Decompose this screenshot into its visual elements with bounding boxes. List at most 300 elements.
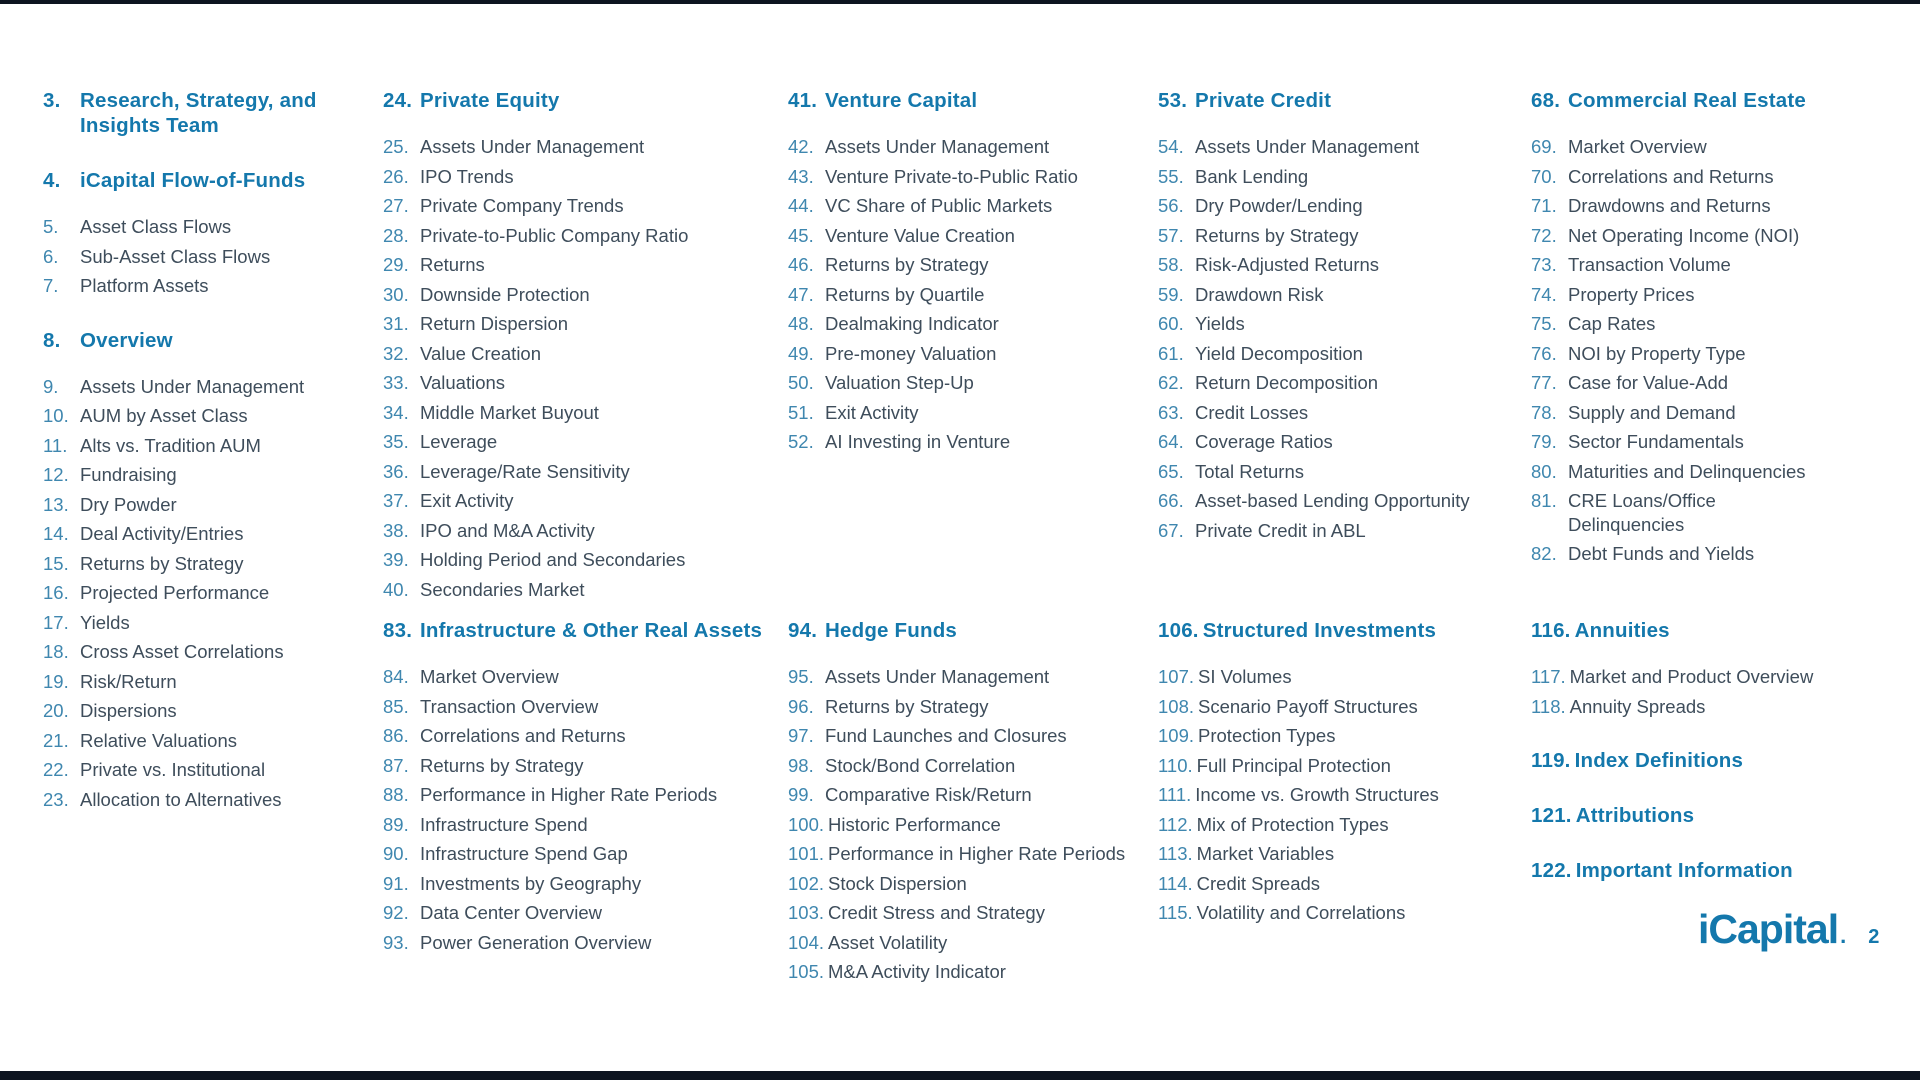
toc-item <box>1531 460 1920 484</box>
toc-item-label: Deal Activity/Entries <box>80 523 244 544</box>
toc-item-label: Income vs. Growth Structures <box>1195 784 1439 805</box>
toc-item <box>383 842 813 866</box>
toc-column-3-row1 <box>788 88 1218 460</box>
toc-item <box>1531 165 1920 189</box>
toc-item-number: 44. <box>788 195 814 216</box>
toc-item-number: 51. <box>788 401 814 423</box>
toc-item <box>1531 224 1920 248</box>
toc-item-number: 61. <box>1158 342 1184 364</box>
toc-item-list <box>383 135 813 601</box>
toc-item-number: 95. <box>788 666 814 687</box>
toc-item-number: 76. <box>1531 342 1557 364</box>
toc-item-number: 42. <box>788 136 814 157</box>
toc-item-number: 82. <box>1531 543 1557 564</box>
toc-item <box>788 312 1218 336</box>
toc-item-label: Valuations <box>420 372 506 393</box>
toc-section-title: Infrastructure & Other Real Assets <box>420 619 763 642</box>
toc-item-label: Assets Under Management <box>420 136 645 157</box>
toc-item-label: Power Generation Overview <box>420 931 652 953</box>
toc-item-number: 99. <box>788 784 814 805</box>
toc-item-label: Sector Fundamentals <box>1568 431 1744 452</box>
toc-item-number: 84. <box>383 666 409 687</box>
toc-item <box>1531 283 1920 307</box>
toc-item-number: 103. <box>788 902 825 923</box>
toc-item-number: 49. <box>788 342 814 364</box>
toc-item-label: Scenario Payoff Structures <box>1198 695 1418 717</box>
toc-item <box>1158 224 1588 248</box>
toc-item-list <box>1531 665 1920 718</box>
toc-item <box>788 754 1218 778</box>
toc-item-number: 104. <box>788 931 825 953</box>
toc-item-label: Holding Period and Secondaries <box>420 549 686 570</box>
toc-item <box>1158 194 1588 218</box>
toc-item <box>788 253 1218 277</box>
toc-item-label: Relative Valuations <box>80 729 237 751</box>
toc-item-list <box>383 665 813 954</box>
toc-item-number: 25. <box>383 136 409 157</box>
toc-item-number: 26. <box>383 165 409 187</box>
toc-item-number: 19. <box>43 670 69 692</box>
toc-item-number: 87. <box>383 754 409 776</box>
toc-section-title: Important Information <box>1575 859 1793 882</box>
toc-item-label: Allocation to Alternatives <box>80 788 282 810</box>
toc-item-label: Property Prices <box>1568 283 1695 305</box>
toc-section-number: 53. <box>1158 89 1188 112</box>
toc-item <box>383 342 813 366</box>
toc-section-header <box>1531 618 1920 643</box>
toc-item-label: Returns by Quartile <box>825 283 985 305</box>
toc-item <box>788 342 1218 366</box>
toc-section-header <box>1158 618 1588 643</box>
toc-item-label: Leverage/Rate Sensitivity <box>420 460 630 482</box>
toc-item-number: 33. <box>383 372 409 393</box>
toc-item-number: 108. <box>1158 695 1195 717</box>
toc-section <box>1158 618 1588 925</box>
toc-column-5-row2 <box>1531 618 1920 883</box>
toc-item-number: 62. <box>1158 372 1184 393</box>
toc-item-number: 17. <box>43 611 69 633</box>
toc-item-number: 73. <box>1531 254 1557 275</box>
toc-item-label: VC Share of Public Markets <box>825 195 1053 216</box>
toc-item-number: 29. <box>383 254 409 275</box>
toc-item-number: 32. <box>383 342 409 364</box>
toc-item <box>1158 783 1588 807</box>
toc-item-number: 89. <box>383 813 409 835</box>
toc-item-number: 37. <box>383 490 409 511</box>
toc-item-number: 101. <box>788 843 825 864</box>
toc-item-number: 81. <box>1531 490 1557 511</box>
toc-item-label: Downside Protection <box>420 283 590 305</box>
toc-item-label: Fundraising <box>80 464 177 485</box>
toc-item-number: 20. <box>43 700 69 721</box>
toc-item-number: 70. <box>1531 165 1557 187</box>
toc-item-number: 40. <box>383 578 409 600</box>
toc-item-number: 48. <box>788 313 814 334</box>
toc-item-label: Assets Under Management <box>80 375 305 397</box>
toc-item-label: Private Credit in ABL <box>1195 519 1366 541</box>
toc-item-number: 105. <box>788 961 825 982</box>
toc-item <box>383 253 813 277</box>
toc-item-label: Dispersions <box>80 700 177 721</box>
toc-item-number: 79. <box>1531 431 1557 452</box>
toc-item-label: Dealmaking Indicator <box>825 313 999 334</box>
toc-item-number: 59. <box>1158 283 1184 305</box>
toc-item <box>1531 695 1920 719</box>
toc-item-number: 27. <box>383 195 409 216</box>
toc-column-5-row1 <box>1531 88 1920 572</box>
toc-item-label: Secondaries Market <box>420 578 585 600</box>
toc-item-list <box>1158 665 1588 925</box>
icapital-logo: iCapital <box>1698 906 1839 952</box>
toc-item <box>1531 135 1920 159</box>
toc-item <box>788 931 1218 955</box>
toc-item-number: 12. <box>43 464 69 485</box>
toc-item-label: Case for Value-Add <box>1568 372 1729 393</box>
toc-section-number: 24. <box>383 89 413 112</box>
toc-item-number: 80. <box>1531 460 1557 482</box>
toc-item-label: Transaction Volume <box>1568 254 1731 275</box>
toc-item <box>1158 519 1588 543</box>
toc-section-title: Venture Capital <box>825 89 978 112</box>
toc-item <box>1531 401 1920 425</box>
toc-item-label: AI Investing in Venture <box>825 431 1011 452</box>
toc-item-label: Valuation Step-Up <box>825 372 974 393</box>
toc-item <box>1158 135 1588 159</box>
toc-item-number: 5. <box>43 216 59 237</box>
toc-item-number: 112. <box>1158 813 1193 835</box>
toc-item-number: 31. <box>383 313 409 334</box>
toc-item-label: Assets Under Management <box>1195 136 1420 157</box>
toc-item-number: 102. <box>788 872 825 894</box>
toc-item <box>788 813 1218 837</box>
toc-item-label: Pre-money Valuation <box>825 342 997 364</box>
toc-section-number: 121. <box>1531 804 1572 827</box>
toc-item-label: Market Overview <box>1568 136 1707 157</box>
toc-item-number: 58. <box>1158 254 1184 275</box>
toc-section <box>1531 748 1920 773</box>
toc-item-label: Bank Lending <box>1195 165 1309 187</box>
toc-item <box>788 901 1218 925</box>
toc-item-number: 50. <box>788 372 814 393</box>
toc-item-number: 10. <box>43 405 69 426</box>
toc-item-number: 113. <box>1158 843 1193 864</box>
toc-item <box>1158 342 1588 366</box>
toc-item <box>383 665 813 689</box>
toc-item-label: Yields <box>80 611 130 633</box>
toc-item-list <box>1531 135 1920 566</box>
toc-item-label: Total Returns <box>1195 460 1304 482</box>
toc-item <box>788 724 1218 748</box>
letterbox-bottom <box>0 1071 1920 1080</box>
toc-item-number: 30. <box>383 283 409 305</box>
toc-item <box>1531 542 1920 566</box>
toc-item <box>383 813 813 837</box>
toc-section-header <box>788 618 1218 643</box>
toc-item-number: 91. <box>383 872 409 894</box>
toc-item-number: 111. <box>1158 784 1192 805</box>
toc-section-title: iCapital Flow-of-Funds <box>80 169 306 192</box>
toc-section-header <box>1531 748 1920 773</box>
toc-item-label: NOI by Property Type <box>1568 342 1746 364</box>
toc-item <box>1531 430 1920 454</box>
toc-item <box>788 283 1218 307</box>
toc-section-number: 83. <box>383 619 413 642</box>
toc-item-number: 78. <box>1531 401 1557 423</box>
toc-item-label: Debt Funds and Yields <box>1568 543 1755 564</box>
toc-item-label: Cap Rates <box>1568 313 1656 334</box>
toc-item-number: 38. <box>383 519 409 541</box>
toc-section <box>1531 803 1920 828</box>
toc-item <box>788 695 1218 719</box>
toc-item-number: 69. <box>1531 136 1557 157</box>
toc-item <box>1158 665 1588 689</box>
toc-item <box>383 931 813 955</box>
toc-item <box>788 401 1218 425</box>
toc-item-number: 107. <box>1158 666 1195 687</box>
toc-item-label: Annuity Spreads <box>1569 695 1706 717</box>
toc-item-number: 9. <box>43 375 59 397</box>
toc-item-label: Data Center Overview <box>420 902 602 923</box>
toc-item-label: Return Decomposition <box>1195 372 1379 393</box>
toc-item <box>1531 665 1920 689</box>
toc-item-label: Returns by Strategy <box>80 552 244 574</box>
toc-item-label: Projected Performance <box>80 582 270 603</box>
toc-item-label: Exit Activity <box>420 490 514 511</box>
toc-item-label: Mix of Protection Types <box>1196 813 1389 835</box>
toc-item-label: Middle Market Buyout <box>420 401 599 423</box>
toc-item-label: Yield Decomposition <box>1195 342 1363 364</box>
toc-item <box>383 724 813 748</box>
toc-section <box>1531 88 1920 566</box>
toc-item <box>1531 312 1920 336</box>
toc-item-label: Supply and Demand <box>1568 401 1736 423</box>
toc-item <box>383 371 813 395</box>
toc-item-number: 66. <box>1158 490 1184 511</box>
toc-item <box>788 165 1218 189</box>
toc-item <box>383 460 813 484</box>
toc-item <box>1158 283 1588 307</box>
toc-item-list <box>788 135 1218 454</box>
toc-item-number: 57. <box>1158 224 1184 246</box>
toc-item-number: 117. <box>1531 666 1566 687</box>
toc-section-header <box>383 88 813 113</box>
toc-item-label: Market and Product Overview <box>1569 666 1814 687</box>
toc-item-label: Returns by Strategy <box>420 754 584 776</box>
toc-item <box>1158 371 1588 395</box>
toc-item-label: Returns <box>420 254 485 275</box>
toc-item-label: Drawdowns and Returns <box>1568 195 1771 216</box>
toc-item-label: Exit Activity <box>825 401 919 423</box>
toc-item-label: Risk-Adjusted Returns <box>1195 254 1380 275</box>
toc-item <box>788 872 1218 896</box>
toc-item-number: 93. <box>383 931 409 953</box>
toc-item <box>1158 253 1588 277</box>
toc-item <box>383 401 813 425</box>
toc-item <box>788 430 1218 454</box>
toc-item-label: Platform Assets <box>80 275 209 296</box>
toc-section-number: 106. <box>1158 619 1199 642</box>
toc-item-number: 14. <box>43 523 69 544</box>
toc-item-label: Stock/Bond Correlation <box>825 754 1016 776</box>
toc-item-number: 71. <box>1531 195 1557 216</box>
toc-section <box>383 618 813 954</box>
toc-item <box>383 312 813 336</box>
toc-item-list <box>788 665 1218 984</box>
toc-item-number: 7. <box>43 275 59 296</box>
toc-item-number: 13. <box>43 493 69 515</box>
toc-section-header <box>1531 88 1920 113</box>
toc-item-label: Returns by Strategy <box>825 695 989 717</box>
toc-item-number: 74. <box>1531 283 1557 305</box>
toc-section <box>788 88 1218 454</box>
toc-item <box>788 783 1218 807</box>
toc-item-number: 18. <box>43 641 69 662</box>
toc-item-label: Credit Spreads <box>1196 872 1321 894</box>
toc-item-label: Private vs. Institutional <box>80 759 266 780</box>
toc-item <box>383 578 813 602</box>
toc-item-number: 6. <box>43 245 59 267</box>
toc-item-label: Asset Class Flows <box>80 216 232 237</box>
toc-item <box>1158 312 1588 336</box>
toc-item <box>788 960 1218 984</box>
toc-item <box>383 754 813 778</box>
toc-section-header <box>788 88 1218 113</box>
letterbox-top <box>0 0 1920 4</box>
toc-section-title: Structured Investments <box>1202 619 1437 642</box>
toc-item-label: Sub-Asset Class Flows <box>80 245 271 267</box>
toc-item <box>1158 695 1588 719</box>
toc-item-number: 90. <box>383 843 409 864</box>
toc-item-label: Returns by Strategy <box>825 254 989 275</box>
toc-item-label: Risk/Return <box>80 670 177 692</box>
toc-item-list <box>1158 135 1588 542</box>
toc-item-number: 64. <box>1158 431 1184 452</box>
toc-item <box>383 194 813 218</box>
toc-item-label: Leverage <box>420 431 498 452</box>
toc-section-header <box>383 618 813 643</box>
toc-item-label: Dry Powder/Lending <box>1195 195 1363 216</box>
toc-item-number: 109. <box>1158 725 1195 746</box>
toc-item-number: 56. <box>1158 195 1184 216</box>
footer <box>1698 906 1879 953</box>
toc-item <box>383 872 813 896</box>
toc-item-number: 52. <box>788 431 814 452</box>
toc-item-label: Performance in Higher Rate Periods <box>828 843 1126 864</box>
toc-item-label: Market Variables <box>1196 843 1335 864</box>
toc-item <box>383 901 813 925</box>
toc-section-header <box>1158 88 1588 113</box>
toc-section-header <box>1531 858 1920 883</box>
toc-column-4-row1 <box>1158 88 1588 548</box>
toc-item <box>1158 901 1588 925</box>
toc-item-number: 60. <box>1158 313 1184 334</box>
toc-item-label: Volatility and Correlations <box>1196 902 1406 923</box>
toc-section-title: Index Definitions <box>1574 749 1744 772</box>
toc-item-label: Dry Powder <box>80 493 177 515</box>
toc-item <box>383 283 813 307</box>
toc-item <box>1158 754 1588 778</box>
toc-item-number: 114. <box>1158 872 1193 894</box>
toc-item-number: 43. <box>788 165 814 187</box>
toc-item-label: Value Creation <box>420 342 542 364</box>
toc-item-label: Credit Losses <box>1195 401 1309 423</box>
toc-item-label: Return Dispersion <box>420 313 569 334</box>
toc-item <box>788 135 1218 159</box>
toc-item-label: Stock Dispersion <box>828 872 967 894</box>
toc-item-number: 45. <box>788 224 814 246</box>
toc-item-number: 28. <box>383 224 409 246</box>
toc-item-label: Fund Launches and Closures <box>825 725 1067 746</box>
toc-item <box>788 371 1218 395</box>
toc-item-label: Protection Types <box>1198 725 1336 746</box>
toc-item-number: 96. <box>788 695 814 717</box>
toc-item <box>383 548 813 572</box>
toc-section-title: Commercial Real Estate <box>1568 89 1806 112</box>
toc-section <box>1531 618 1920 718</box>
toc-section-title: Attributions <box>1575 804 1695 827</box>
toc-item-number: 47. <box>788 283 814 305</box>
toc-item-label: CRE Loans/Office Delinquencies <box>1568 490 1716 535</box>
toc-item <box>1531 371 1920 395</box>
toc-item <box>1531 194 1920 218</box>
toc-column-4-row2 <box>1158 618 1588 931</box>
toc-item-number: 72. <box>1531 224 1557 246</box>
toc-item-number: 15. <box>43 552 69 574</box>
toc-item <box>1158 842 1588 866</box>
toc-item <box>1158 401 1588 425</box>
toc-item-label: M&A Activity Indicator <box>828 961 1006 982</box>
toc-item-number: 86. <box>383 725 409 746</box>
toc-item-number: 54. <box>1158 136 1184 157</box>
toc-item-label: Historic Performance <box>828 813 1001 835</box>
toc-item-label: SI Volumes <box>1198 666 1292 687</box>
toc-item <box>1531 342 1920 366</box>
toc-section-number: 4. <box>43 169 61 192</box>
toc-section <box>1531 858 1920 883</box>
toc-item <box>1158 165 1588 189</box>
toc-item-number: 98. <box>788 754 814 776</box>
toc-item-number: 21. <box>43 729 69 751</box>
toc-item-label: Infrastructure Spend Gap <box>420 843 628 864</box>
toc-item-label: Private-to-Public Company Ratio <box>420 224 689 246</box>
toc-item-label: Coverage Ratios <box>1195 431 1333 452</box>
toc-column-2-row1 <box>383 88 813 607</box>
toc-item-label: Assets Under Management <box>825 136 1050 157</box>
toc-section-number: 68. <box>1531 89 1561 112</box>
toc-item-label: Full Principal Protection <box>1196 754 1391 776</box>
toc-item <box>788 224 1218 248</box>
toc-item-number: 100. <box>788 813 825 835</box>
toc-item-number: 118. <box>1531 695 1566 717</box>
toc-item-number: 11. <box>43 434 68 456</box>
toc-item-label: Private Company Trends <box>420 195 624 216</box>
icapital-logo-dot: . <box>1840 923 1847 948</box>
toc-item-label: Infrastructure Spend <box>420 813 588 835</box>
toc-item-number: 85. <box>383 695 409 717</box>
toc-item-label: Asset Volatility <box>828 931 948 953</box>
toc-item-label: Correlations and Returns <box>1568 165 1774 187</box>
toc-item-label: IPO Trends <box>420 165 514 187</box>
toc-item-number: 34. <box>383 401 409 423</box>
toc-item <box>383 489 813 513</box>
toc-section-number: 8. <box>43 328 61 352</box>
toc-section-number: 122. <box>1531 859 1572 882</box>
toc-item-label: Correlations and Returns <box>420 725 626 746</box>
toc-item-label: Alts vs. Tradition AUM <box>80 434 261 456</box>
toc-item-label: IPO and M&A Activity <box>420 519 595 541</box>
toc-item-label: Investments by Geography <box>420 872 642 894</box>
toc-item <box>788 194 1218 218</box>
